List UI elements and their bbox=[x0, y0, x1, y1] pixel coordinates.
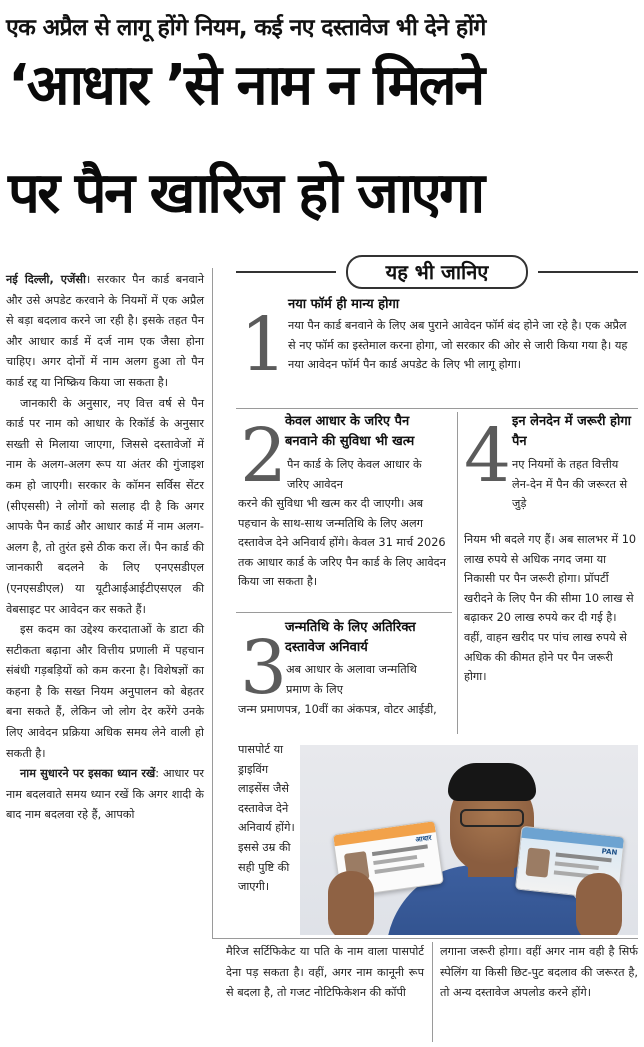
item-title-4: इन लेनदेन में जरूरी होगा पैन bbox=[512, 414, 632, 449]
card-text-line bbox=[373, 855, 417, 865]
item-number-2: 2 bbox=[240, 413, 288, 499]
paragraph-3: इस कदम का उद्देश्य करदाताओं के डाटा की सटीकता बढ़ाना और वित्तीय प्रणाली में पहचान संबंधी गड़बड़ियों को कम करना है। विशेषज्ञों का कहना है कि सख्त नियम अनुपालन को बेहतर बना सकते हैं, लेकिन जो लोग देर करेंगे उनके लिए आवेदन प्रक्रिया अधिक समय लेने वाली हो सकती है। bbox=[6, 623, 204, 760]
column-divider bbox=[212, 268, 213, 938]
item-text-3c: पासपोर्ट या ड्राइविंग लाइसेंस जैसे दस्तावेज देने अनिवार्य होंगे। इससे उम्र की सही पुष्टि की जाएगी। bbox=[238, 743, 295, 894]
headline-line-2: पर पैन खारिज हो जाएगा bbox=[8, 161, 483, 226]
sidebar-rule-1 bbox=[236, 408, 638, 409]
bottom-divider bbox=[432, 942, 433, 1042]
subhead: नाम सुधारने पर इसका ध्यान रखें bbox=[20, 767, 156, 781]
item-title-2: केवल आधार के जरिए पैन बनवाने की सुविधा भी खत्म bbox=[285, 414, 415, 449]
bottom-rule bbox=[212, 938, 638, 939]
item-text-2b: करने की सुविधा भी खत्म कर दी जाएगी। अब पहचान के साथ-साथ जन्मतिथि के लिए अलग दस्तावेज देने अनिवार्य होंगे। केवल 31 मार्च 2026 तक आधार कार्ड के जरिए पैन कार्ड के लिए आवेदन किया जा सकता है। bbox=[238, 497, 446, 589]
item-number-1: 1 bbox=[240, 302, 288, 388]
kicker: एक अप्रैल से लागू होंगे नियम, कई नए दस्तावेज भी देने होंगे bbox=[6, 15, 486, 41]
header-rule-left bbox=[236, 271, 336, 273]
item-title-1: नया फॉर्म ही मान्य होगा bbox=[288, 297, 400, 312]
photo-man-with-cards bbox=[300, 745, 638, 935]
bottom-column-3: लगाना जरूरी होगा। वहीं अगर नाम वही है सिर्फ स्पेलिंग या किसी छिट-पुट बदलाव की जरूरत है, तो अन्य दस्तावेज अपलोड करने होंगे। bbox=[440, 945, 638, 1000]
right-hand-shape bbox=[576, 873, 622, 935]
sidebar-rule-2 bbox=[236, 612, 452, 613]
card-label-pan: PAN bbox=[601, 847, 618, 857]
item-text-3a: अब आधार के अलावा जन्मतिथि प्रमाण के लिए bbox=[286, 663, 417, 696]
sidebar-title: यह भी जानिए bbox=[346, 255, 528, 289]
item-text-4b: नियम भी बदले गए हैं। अब सालभर में 10 लाख रुपये से अधिक नगद जमा या निकासी पर पैन जरूरी होगा। प्रॉपर्टी खरीदने के लिए पैन की सीमा 10 लाख से बढ़ाकर 20 लाख रुपये कर दी गई है। वहीं, वाहन खरीद पर पांच लाख रुपये से अधिक की कीमत होने पर पैन जरूरी होगा। bbox=[464, 533, 637, 684]
card-text-line bbox=[374, 863, 424, 874]
card-text-line bbox=[372, 844, 428, 856]
sidebar-header bbox=[236, 255, 638, 289]
item-text-2a: पैन कार्ड के लिए केवल आधार के जरिए आवेदन bbox=[287, 458, 422, 491]
left-column bbox=[6, 270, 204, 826]
item-text-4a: नए नियमों के तहत वित्तीय लेन-देन में पैन की जरूरत से जुड़े bbox=[512, 458, 628, 511]
dateline: नई दिल्ली, एजेंसी bbox=[6, 273, 86, 286]
header-rule-right bbox=[538, 271, 638, 273]
item-text-1: नया पैन कार्ड बनवाने के लिए अब पुराने आवेदन फॉर्म बंद होने जा रहे है। एक अप्रैल से नए फॉर्म का इस्तेमाल करना होगा, जो सरकार की ओर से जारी किया गया है। यह नया आवेदन फॉर्म पैन कार्ड अपडेट के लिए भी लागू होगा। bbox=[288, 319, 628, 372]
card-photo bbox=[525, 848, 550, 878]
headline-line-1: ‘आधार ’से नाम न मिलने bbox=[8, 53, 483, 118]
bottom-column-2: मैरिज सर्टिफिकेट या पति के नाम वाला पासपोर्ट देना पड़ सकता है। वहीं, अगर नाम कानूनी रूप से बदला है, तो गजट नोटिफिकेशन की कॉपी bbox=[226, 945, 424, 1000]
paragraph-1 bbox=[6, 270, 204, 394]
card-text-line bbox=[555, 861, 599, 870]
card-label-aadhaar: आधार bbox=[414, 833, 433, 844]
glasses-shape bbox=[460, 809, 524, 827]
item-text-3b: जन्म प्रमाणपत्र, 10वीं का अंकपत्र, वोटर आईडी, bbox=[238, 703, 437, 716]
sidebar-divider bbox=[457, 412, 458, 734]
left-hand-shape bbox=[328, 871, 374, 935]
item-title-3: जन्मतिथि के लिए अतिरिक्त दस्तावेज अनिवार्य bbox=[285, 620, 416, 655]
paragraph-2: जानकारी के अनुसार, नए वित्त वर्ष से पैन कार्ड पर नाम को आधार के रिकॉर्ड के अनुसार सख्ती से मिलाया जाएगा, जिससे दस्तावेजों में नाम के अलग-अलग रूप या अंतर की गुंजाइश कम हो जाएगी। सरकार के कॉमन सर्विस सेंटर (सीएससी) ने लोगों को सलाह दी है कि अगर आपके पैन कार्ड और आधार कार्ड में नाम अलग-अलग है, तो तुरंत इसे ठीक करा लें। पैन कार्ड की जानकारी बदलने के लिए एनएसडीएल (एनएसडीएल) या यूटीआईआईटीएसएल की वेबसाइट पर आवेदन कर सकते हैं। bbox=[6, 396, 204, 616]
item-number-4: 4 bbox=[464, 413, 512, 499]
item-number-3: 3 bbox=[240, 625, 288, 711]
paragraph-1-text: । सरकार पैन कार्ड बनवाने और उसे अपडेट करवाने के नियमों में एक अप्रैल से बड़ा बदलाव करने जा रही है। इसके तहत पैन और आधार कार्ड में दर्ज नाम एक जैसा होना चाहिए। अगर दोनों में नाम अलग हुआ तो पैन कार्ड रद्द या निष्क्रिय किया जा सकता है। bbox=[6, 273, 204, 389]
hair-shape bbox=[448, 763, 536, 801]
card-stripe bbox=[521, 827, 624, 849]
paragraph-4 bbox=[6, 764, 204, 826]
paragraph-4-text: : आधार पर नाम बदलवाते समय ध्यान रखें कि अगर शादी के बाद नाम बदलवा रहे हैं, आपको bbox=[6, 767, 204, 822]
